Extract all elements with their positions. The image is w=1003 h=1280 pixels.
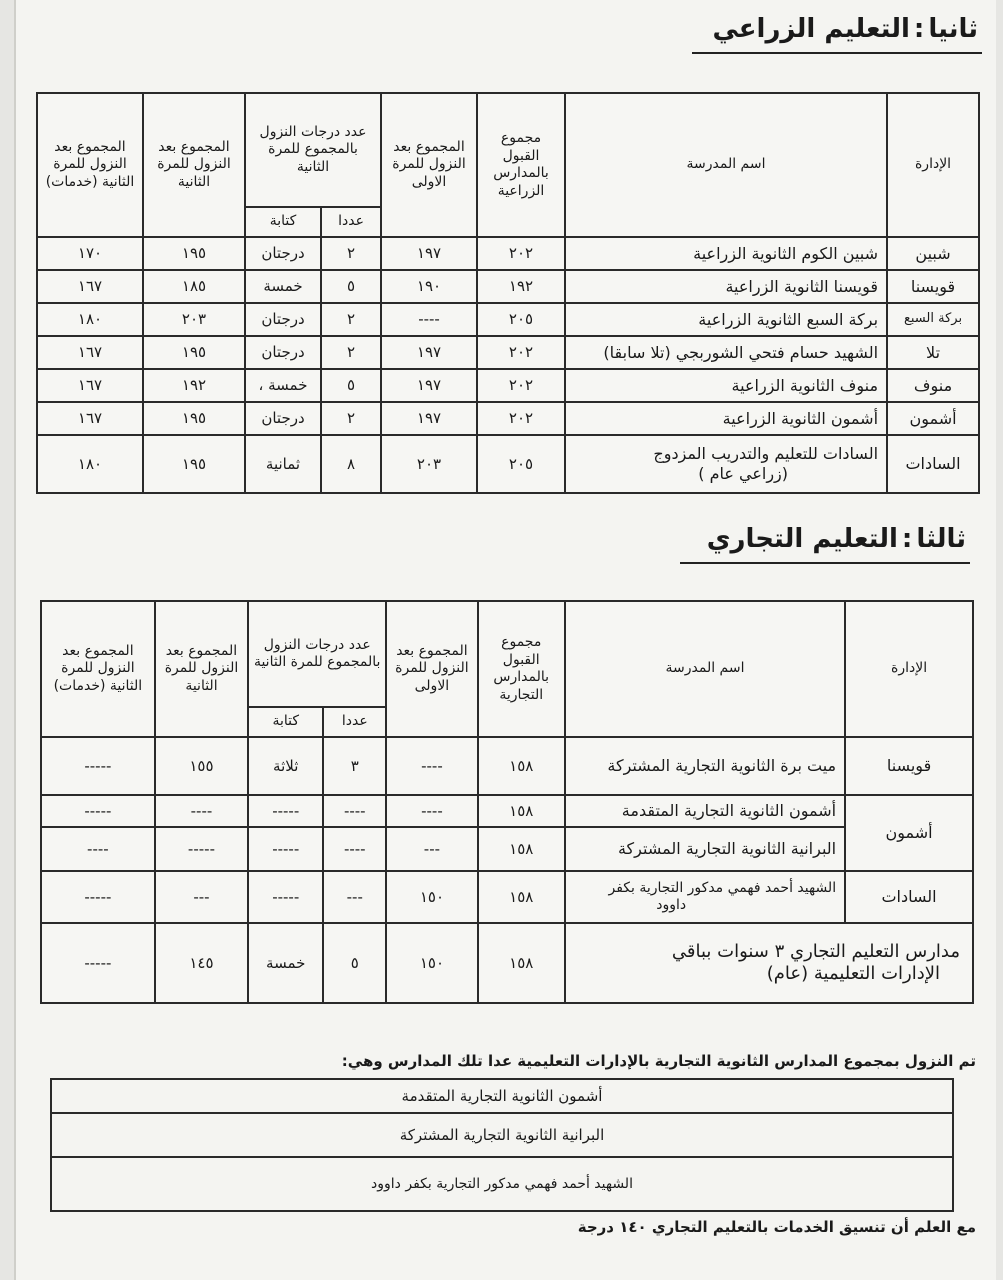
- table-row: [41, 827, 973, 871]
- second-total-cell: ----: [155, 795, 248, 827]
- degrees-word-cell: -----: [248, 827, 323, 871]
- second-total-cell: -----: [155, 827, 248, 871]
- comm-header-second: المجموع بعد النزول للمرة الثانية: [155, 601, 248, 737]
- degrees-word-cell: -----: [248, 871, 323, 923]
- degrees-number-cell: ٥: [321, 369, 381, 402]
- comm-header-numeric: عددا: [323, 707, 386, 737]
- district-cell: بركة السبع: [887, 303, 979, 336]
- services-total-cell: ١٧٠: [37, 237, 143, 270]
- footer-note: مع العلم أن تنسيق الخدمات بالتعليم التجاري ١٤٠ درجة: [577, 1218, 976, 1236]
- list-item: [51, 1079, 953, 1113]
- second-total-cell: ١٩٥: [143, 435, 245, 493]
- school-line-2: داوود: [656, 897, 687, 913]
- admission-cell: ١٥٨: [478, 737, 565, 795]
- agri-table: [36, 92, 980, 494]
- degrees-word-cell: خمسة: [248, 923, 323, 1003]
- comm-section-number: ثالثا: [916, 524, 966, 554]
- first-total-cell: ----: [386, 737, 477, 795]
- comm-header-district: الإدارة: [845, 601, 973, 737]
- school-line-1: مدارس التعليم التجاري ٣ سنوات بباقي: [671, 940, 960, 962]
- district-cell: شبين: [887, 237, 979, 270]
- admission-cell: ٢٠٢: [477, 336, 565, 369]
- admission-cell: ٢٠٢: [477, 369, 565, 402]
- agri-header-written: كتابة: [245, 207, 321, 237]
- agri-header-numeric: عددا: [321, 207, 381, 237]
- exception-list: [50, 1078, 954, 1212]
- degrees-number-cell: ----: [323, 827, 386, 871]
- admission-cell: ١٥٨: [478, 827, 565, 871]
- degrees-word-cell: -----: [248, 795, 323, 827]
- second-total-cell: ---: [155, 871, 248, 923]
- agri-header-second: المجموع بعد النزول للمرة الثانية: [143, 93, 245, 237]
- second-total-cell: ١٩٥: [143, 402, 245, 435]
- table-row: [37, 303, 979, 336]
- services-total-cell: ١٦٧: [37, 369, 143, 402]
- degrees-word-cell: درجتان: [245, 402, 321, 435]
- first-total-cell: ----: [381, 303, 477, 336]
- school-line-1: السادات للتعليم والتدريب المزدوج: [653, 444, 879, 463]
- second-total-cell: ١٩٥: [143, 336, 245, 369]
- admission-cell: ١٥٨: [478, 795, 565, 827]
- school-cell: قويسنا الثانوية الزراعية: [565, 270, 887, 303]
- school-line-2: الإدارات التعليمية (عام): [766, 963, 940, 984]
- second-total-cell: ١٤٥: [155, 923, 248, 1003]
- first-total-cell: ---: [386, 827, 477, 871]
- first-total-cell: ١٥٠: [386, 871, 477, 923]
- school-line-1: الشهيد أحمد فهمي مدكور التجارية بكفر: [608, 879, 837, 896]
- table-row: [37, 369, 979, 402]
- degrees-word-cell: خمسة ،: [245, 369, 321, 402]
- district-cell: أشمون: [845, 795, 973, 871]
- services-total-cell: ١٨٠: [37, 303, 143, 336]
- agri-section-number: ثانيا: [928, 14, 978, 44]
- degrees-word-cell: ثلاثة: [248, 737, 323, 795]
- degrees-number-cell: ٣: [323, 737, 386, 795]
- second-total-cell: ١٨٥: [143, 270, 245, 303]
- table-row: [37, 237, 979, 270]
- degrees-number-cell: ---: [323, 871, 386, 923]
- agri-header-district: الإدارة: [887, 93, 979, 237]
- degrees-number-cell: ٢: [321, 402, 381, 435]
- degrees-number-cell: ٢: [321, 303, 381, 336]
- admission-cell: ٢٠٢: [477, 237, 565, 270]
- first-total-cell: ١٩٧: [381, 336, 477, 369]
- school-cell: [565, 435, 887, 493]
- second-total-cell: ٢٠٣: [143, 303, 245, 336]
- degrees-word-cell: درجتان: [245, 336, 321, 369]
- services-total-cell: ١٦٧: [37, 336, 143, 369]
- school-cell: شبين الكوم الثانوية الزراعية: [565, 237, 887, 270]
- comm-header-services: المجموع بعد النزول للمرة الثانية (خدمات): [41, 601, 155, 737]
- comm-header-school: اسم المدرسة: [565, 601, 845, 737]
- services-total-cell: -----: [41, 795, 155, 827]
- agri-title-underline: [692, 52, 982, 54]
- degrees-word-cell: خمسة: [245, 270, 321, 303]
- school-cell: الشهيد حسام فتحي الشوربجي (تلا سابقا): [565, 336, 887, 369]
- degrees-word-cell: درجتان: [245, 237, 321, 270]
- district-cell: السادات: [887, 435, 979, 493]
- first-total-cell: ٢٠٣: [381, 435, 477, 493]
- table-row: [37, 435, 979, 493]
- district-cell: تلا: [887, 336, 979, 369]
- comm-rows: [41, 737, 973, 1003]
- district-cell: قويسنا: [887, 270, 979, 303]
- degrees-number-cell: ٢: [321, 336, 381, 369]
- exception-school: البرانية الثانوية التجارية المشتركة: [51, 1113, 953, 1157]
- admission-cell: ٢٠٥: [477, 435, 565, 493]
- table-row: [41, 795, 973, 827]
- school-cell: البرانية الثانوية التجارية المشتركة: [565, 827, 845, 871]
- table-row: [37, 336, 979, 369]
- degrees-number-cell: ٥: [323, 923, 386, 1003]
- agri-header-first: المجموع بعد النزول للمرة الاولى: [381, 93, 477, 237]
- school-cell: منوف الثانوية الزراعية: [565, 369, 887, 402]
- second-total-cell: ١٩٢: [143, 369, 245, 402]
- table-row: [41, 923, 973, 1003]
- first-total-cell: ١٥٠: [386, 923, 477, 1003]
- first-total-cell: ١٩٠: [381, 270, 477, 303]
- district-cell: السادات: [845, 871, 973, 923]
- list-item: [51, 1113, 953, 1157]
- second-total-cell: ١٩٥: [143, 237, 245, 270]
- admission-cell: ٢٠٢: [477, 402, 565, 435]
- agri-header-degrees: عدد درجات النزول بالمجموع للمرة الثانية: [245, 93, 381, 207]
- degrees-number-cell: ----: [323, 795, 386, 827]
- school-cell: أشمون الثانوية التجارية المتقدمة: [565, 795, 845, 827]
- school-cell: أشمون الثانوية الزراعية: [565, 402, 887, 435]
- degrees-number-cell: ٥: [321, 270, 381, 303]
- table-row: [37, 402, 979, 435]
- comm-table: [40, 600, 974, 1004]
- comm-title-underline: [680, 562, 970, 564]
- services-total-cell: ١٦٧: [37, 402, 143, 435]
- admission-cell: ١٥٨: [478, 923, 565, 1003]
- services-total-cell: ١٦٧: [37, 270, 143, 303]
- document-page: [14, 0, 996, 1280]
- comm-header-first: المجموع بعد النزول للمرة الاولى: [386, 601, 477, 737]
- comm-header-written: كتابة: [248, 707, 323, 737]
- services-total-cell: -----: [41, 737, 155, 795]
- comm-section-name: التعليم التجاري: [706, 524, 898, 554]
- district-cell: قويسنا: [845, 737, 973, 795]
- exception-school: الشهيد أحمد فهمي مدكور التجارية بكفر داوود: [51, 1157, 953, 1211]
- district-cell: أشمون: [887, 402, 979, 435]
- degrees-number-cell: ٢: [321, 237, 381, 270]
- second-total-cell: ١٥٥: [155, 737, 248, 795]
- school-cell: [565, 871, 845, 923]
- school-cell: [565, 923, 973, 1003]
- services-total-cell: ١٨٠: [37, 435, 143, 493]
- first-total-cell: ١٩٧: [381, 402, 477, 435]
- admission-cell: ٢٠٥: [477, 303, 565, 336]
- degrees-word-cell: درجتان: [245, 303, 321, 336]
- school-cell: بركة السبع الثانوية الزراعية: [565, 303, 887, 336]
- degrees-word-cell: ثمانية: [245, 435, 321, 493]
- agri-section-title: ثانيا:التعليم الزراعي: [712, 14, 978, 44]
- degrees-number-cell: ٨: [321, 435, 381, 493]
- services-total-cell: -----: [41, 923, 155, 1003]
- agri-header-services: المجموع بعد النزول للمرة الثانية (خدمات): [37, 93, 143, 237]
- admission-cell: ١٩٢: [477, 270, 565, 303]
- comm-header-admission: مجموع القبول بالمدارس التجارية: [478, 601, 565, 737]
- first-total-cell: ١٩٧: [381, 369, 477, 402]
- services-total-cell: -----: [41, 871, 155, 923]
- agri-header-school: اسم المدرسة: [565, 93, 887, 237]
- table-row: [37, 270, 979, 303]
- admission-cell: ١٥٨: [478, 871, 565, 923]
- agri-rows: [37, 237, 979, 493]
- comm-header-degrees: عدد درجات النزول بالمجموع للمرة الثانية: [248, 601, 386, 707]
- comm-section-title: ثالثا:التعليم التجاري: [706, 524, 966, 554]
- school-line-2: (زراعي عام ): [698, 464, 789, 483]
- table-row: [41, 737, 973, 795]
- school-cell: ميت برة الثانوية التجارية المشتركة: [565, 737, 845, 795]
- district-cell: منوف: [887, 369, 979, 402]
- exception-note: تم النزول بمجموع المدارس الثانوية التجارية بالإدارات التعليمية عدا تلك المدارس وهي:: [341, 1052, 976, 1070]
- agri-header-admission: مجموع القبول بالمدارس الزراعية: [477, 93, 565, 237]
- list-item: [51, 1157, 953, 1211]
- first-total-cell: ----: [386, 795, 477, 827]
- exception-school: أشمون الثانوية التجارية المتقدمة: [51, 1079, 953, 1113]
- agri-section-name: التعليم الزراعي: [712, 14, 910, 44]
- services-total-cell: ----: [41, 827, 155, 871]
- table-row: [41, 871, 973, 923]
- first-total-cell: ١٩٧: [381, 237, 477, 270]
